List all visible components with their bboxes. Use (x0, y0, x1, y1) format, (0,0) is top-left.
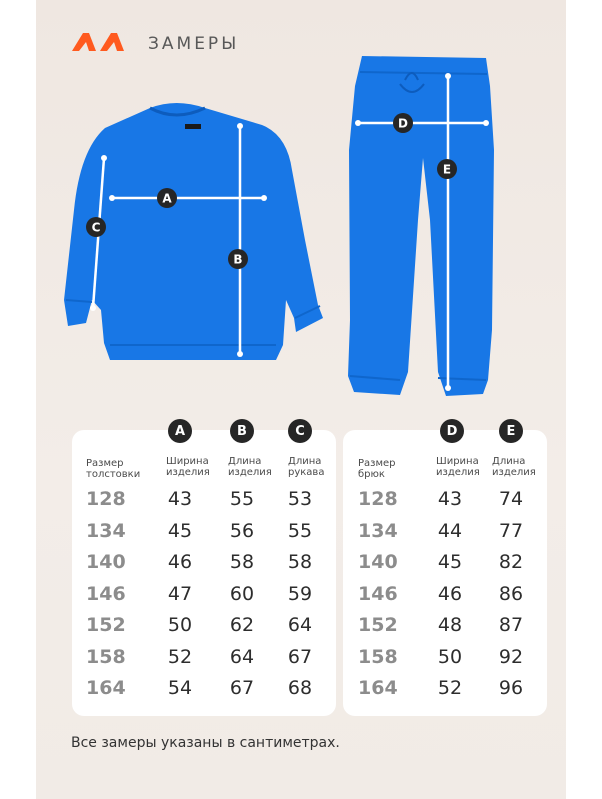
measurement-cell: 96 (498, 677, 524, 699)
label-b (228, 249, 248, 269)
footnote: Все замеры указаны в сантиметрах. (71, 735, 340, 751)
measurement-cell: 56 (229, 519, 255, 542)
measurement-cell: 48 (437, 614, 463, 636)
measurement-cell: 43 (437, 488, 463, 510)
header-width: Ширина изделия (166, 456, 210, 478)
label-e (437, 159, 457, 179)
size-cell: 128 (86, 488, 126, 510)
size-cell: 146 (358, 582, 398, 605)
measurement-cell: 74 (498, 488, 524, 510)
size-cell: 164 (358, 677, 398, 699)
measurement-cell: 55 (229, 488, 255, 510)
label-d (393, 113, 413, 133)
measurement-cell: 52 (167, 645, 193, 668)
size-cell: 146 (86, 582, 126, 605)
measurement-cell: 46 (437, 582, 463, 605)
size-cell: 140 (358, 551, 398, 573)
measurement-cell: 45 (437, 551, 463, 573)
measurement-cell: 60 (229, 582, 255, 605)
measurement-cell: 59 (287, 582, 313, 605)
svg-text:C: C (91, 220, 101, 235)
header-sleeve: Длина рукава (288, 456, 325, 478)
size-cell: 140 (86, 551, 126, 573)
measurement-cell: 50 (167, 614, 193, 636)
measurement-cell: 77 (498, 519, 524, 542)
size-cell: 152 (358, 614, 398, 636)
measurement-cell: 67 (287, 645, 313, 668)
column-badge-d: D (440, 419, 464, 443)
measurement-cell: 46 (167, 551, 193, 573)
measurement-cell: 64 (229, 645, 255, 668)
label-a (157, 188, 177, 208)
header-pants-length: Длина изделия (492, 456, 536, 478)
size-cell: 158 (358, 645, 398, 668)
measurement-cell: 68 (287, 677, 313, 699)
measurement-cell: 92 (498, 645, 524, 668)
svg-text:B: B (233, 252, 243, 267)
column-badge-c: C (288, 419, 312, 443)
header-pants-size: Размер брюк (358, 458, 396, 480)
measurement-cell: 53 (287, 488, 313, 510)
measurement-cell: 44 (437, 519, 463, 542)
measurement-cell: 64 (287, 614, 313, 636)
measurement-cell: 43 (167, 488, 193, 510)
measurement-cell: 52 (437, 677, 463, 699)
size-cell: 152 (86, 614, 126, 636)
size-cell: 134 (86, 519, 126, 542)
measurement-cell: 58 (229, 551, 255, 573)
size-cell: 128 (358, 488, 398, 510)
header-pants-width: Ширина изделия (436, 456, 480, 478)
measurement-cell: 54 (167, 677, 193, 699)
svg-text:A: A (162, 191, 172, 206)
measurement-cell: 62 (229, 614, 255, 636)
size-cell: 164 (86, 677, 126, 699)
svg-text:D: D (398, 116, 408, 131)
measurement-cell: 45 (167, 519, 193, 542)
column-badge-e: E (499, 419, 523, 443)
size-cell: 158 (86, 645, 126, 668)
pants-illustration (348, 56, 494, 396)
page-title: ЗАМЕРЫ (148, 34, 240, 54)
header-size: Размер толстовки (86, 458, 141, 480)
measurement-cell: 87 (498, 614, 524, 636)
measurement-cell: 47 (167, 582, 193, 605)
svg-text:E: E (442, 162, 452, 177)
size-cell: 134 (358, 519, 398, 542)
column-badge-a: A (168, 419, 192, 443)
measurement-cell: 67 (229, 677, 255, 699)
column-badge-b: B (230, 419, 254, 443)
measurement-cell: 58 (287, 551, 313, 573)
measurement-cell: 50 (437, 645, 463, 668)
measurement-cell: 55 (287, 519, 313, 542)
header-length: Длина изделия (228, 456, 272, 478)
measurement-cell: 82 (498, 551, 524, 573)
measurement-cell: 86 (498, 582, 524, 605)
label-c (86, 217, 106, 237)
